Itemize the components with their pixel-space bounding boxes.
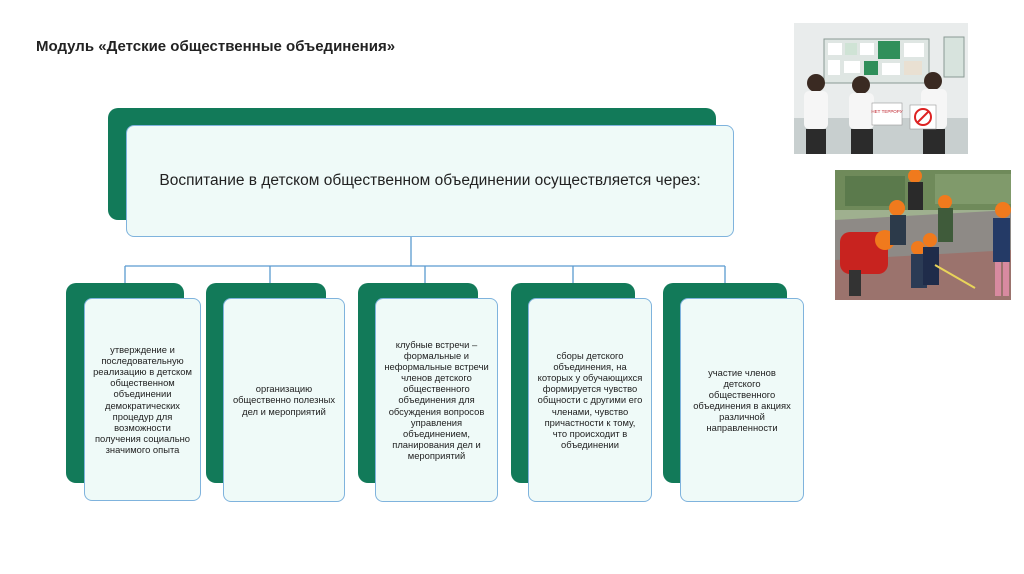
card-4-text: сборы детского объединения, на которых у обучающихся формируется чувство общности с другими его членами, чувство причастности к тому, что происходит в объединении: [537, 350, 643, 450]
page-title: Модуль «Детские общественные объединения»: [36, 38, 396, 55]
photo-kids-helmets: [835, 170, 1011, 300]
card-4: [528, 298, 652, 502]
root-text: Воспитание в детском общественном объединении осуществляется через:: [159, 172, 701, 190]
root-box: [126, 125, 734, 237]
card-1-text: утверждение и последовательную реализацию в детском общественном объединении демократических процедур для возможности получения социально значимого опыта: [93, 344, 192, 455]
card-1: [84, 298, 201, 501]
card-2-text: организацию общественно полезных дел и мероприятий: [232, 383, 336, 417]
card-3-text: клубные встречи – формальные и неформальные встречи членов детского общественного объединения для обсуждения вопросов управления объединением, планирования дел и мероприятий: [384, 338, 489, 461]
poster-sign-text: НЕТ ТЕРРОРУ: [871, 109, 903, 114]
card-3: [375, 298, 498, 502]
photo-girls-posters: [794, 23, 968, 154]
card-5: [680, 298, 804, 502]
card-5-text: участие членов детского общественного объединения в акциях различной направленности: [693, 366, 791, 434]
card-2: [223, 298, 345, 502]
